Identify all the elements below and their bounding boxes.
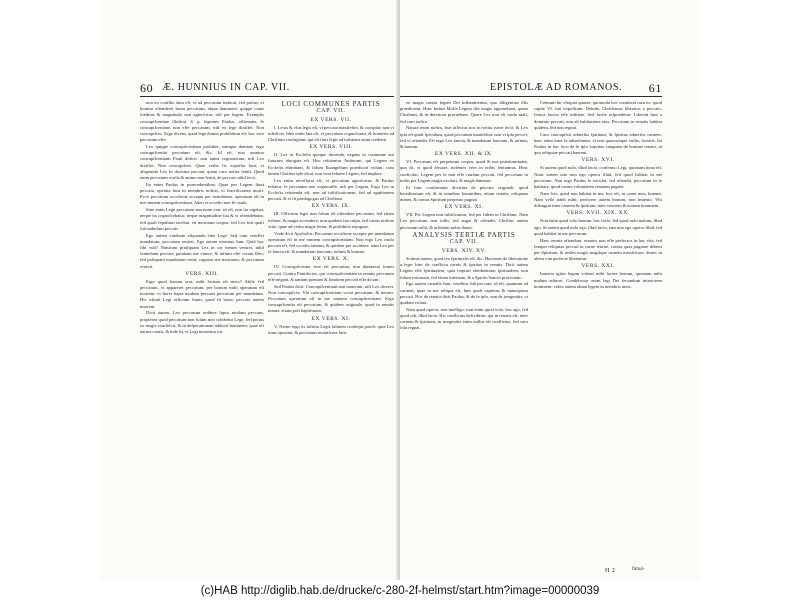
verse-heading: EX VERS. X. xyxy=(312,256,350,263)
verse-heading: EX VERS. XI. xyxy=(444,204,484,211)
paragraph: Non enim quod volo bonum, hoc facio, fed quod nolo malum, illud ago. Si autem quod nolo ego, illud facio, iam non ego operor illud, fed quod habitat in me peccatum. xyxy=(534,218,662,236)
paragraph: IV. Concupifcentia vere eft peccatum, non dumtaxat fomes peccati. Contra Pontificios, qui concupifcentiam in renatis peccatum effe negant, & tantum poenam & fomitem peccati effe dicunt. xyxy=(268,264,394,282)
copyright-caption: (c)HAB http://diglib.hab.de/drucke/c-280-2f-helmst/start.htm?image=00000039 xyxy=(0,580,800,602)
paragraph: eo magis contra legem Dei inflammentur, quo diligentius illis praedicetur. Hinc Iudaei Mofis Legem fibi magis opponebant, quam Chriftum, & in deteriora proruebant. Quare Lex non eft caufa mali, fed caro noftra. xyxy=(400,100,528,124)
paragraph: Inuenio igitur legem volenti mihi facere bonum, quoniam mihi malum adiacet. Condelector enim legi Dei fecundum interiorem hominem: video autem aliam legem in membris meis. xyxy=(534,271,662,289)
verse-heading: VERS. XVI. xyxy=(581,157,615,164)
verse-heading: VERS. XIII. xyxy=(185,270,219,277)
paragraph: V. Nemo ergo ex iuftitia Legis falutem confequi poteft, quia Lex iram operatur, & peccatum reuiuifcere facit. xyxy=(268,323,394,335)
paragraph: VII. Per Legem non iuftificamur, fed per fidem in Chriftum. Nam Lex peccatum non tollit, fed auget & oftendit; Chriftus autem peccatum tollit, & iuftitiam nobis donat. xyxy=(400,212,528,230)
section-subheading: CAP. VII. xyxy=(316,108,346,114)
right-page xyxy=(400,0,700,580)
paragraph: II. Lex in Ecclefia quoque docenda, negans in commune aut futurum abrogata eft. Hoc refutantur Antinomi, qui Legem ex Ecclefia eliminant, & folum Euangelium praedicari volunt: cum tamen Chriftus ipfe dicat, non veni foluere Legem, fed implere. xyxy=(268,152,394,176)
paragraph: Vnde dicit Apoftolus: Peccatum occafione accepta per mandatum operatum eft in me omnem concupifcentiam. Non ergo Lex caufa peccati eft, fed occafio tantum, & quidem per accidens: nam Lex per fe fancta eft, & mandatum fanctum, iuftum & bonum. xyxy=(268,230,394,255)
paragraph: Cennum hic eloquia quaere, quomodo hoc contineat cum eo, quod capite VI. fuit expofitum: Deinde, Chriftianos liberatos a peccato, feruos factos effe iuftitiae. Sed facile refpondetur: Liberati funt a dominio peccati, non ab habitatione eius. Peccatum in renatis habitat quidem, fed non regnat. xyxy=(534,100,662,130)
paragraph: Lex enim neceffaria eft, vt peccatum agnofcatur; & Paulus teftatur, fe peccatum non cognouiffe, nifi per Legem. Ergo Lex in Ecclefia retinenda eft, non ad iuftificationem, fed ad agnitionem peccati, & vt fit paedagogus ad Chriftum. xyxy=(268,177,394,202)
paragraph: Caro concupifcit aduerfus fpiritum, & fpiritus aduerfus carnem: haec enim inter fe aduerfantur, vt non quaecunque vultis, faciatis. Ita Paulus in hoc loco de fe ipfo loquitur, tanquam de homine renato, in quo reliquiae peccati haerent. xyxy=(534,131,662,156)
analysis-heading: ANALYSIS TERTIÆ PARTIS xyxy=(412,231,516,240)
right-column-1 xyxy=(400,100,528,565)
left-column-2 xyxy=(268,100,394,565)
left-head-rule xyxy=(140,96,394,97)
signature-mark: H 2 xyxy=(605,568,616,574)
paragraph: III. Officium legis non folum eft oftendere peccatum, fed etiam irritare, & magis accendere; non quidem fua culpa, fed carnis noftrae vitio, quae ad vetita magis fertur, & prohibitis repugnat. xyxy=(268,211,394,229)
left-head-title: Æ. HUNNIUS IN CAP. VII. xyxy=(162,82,290,93)
left-page xyxy=(100,0,398,580)
paragraph: Haec omnia oftendunt, renatos non effe perfectos in hac vita, fed femper reliquias peccati in carne fentire, contra quas pugnare debent per Spiritum, & indies magis magifque carnem mortificare, donec in altera vita perfecte liberentur. xyxy=(534,237,662,262)
right-head-title: EPISTOLÆ AD ROMANOS. xyxy=(490,82,623,93)
paragraph: non eo confilio data eft, vt ad peccatum inducat, fed potius, vt homini oftenderet fuum peccatum, idque damnaret: quippe cuius foeditas & magnitudo non agnofcitur, nifi per legem. Exemplis concupifcentiae illuftrat. S. p. legentes Paulus, affirmans, fe concupifcentiam non effe peccatum, nifi ex lege dixiffet: Non concupifces. Ergo dicens, quod lege diuina prohibitum eft, hoc vere peccatum effe. xyxy=(140,100,264,143)
verse-heading: EX VERS. XII. & IX. xyxy=(434,151,494,158)
right-head-rule xyxy=(400,96,662,97)
verse-heading: EX VERS. VII. xyxy=(310,116,352,123)
right-running-head xyxy=(400,80,662,96)
catchword: fimul- xyxy=(632,567,645,572)
right-column-2 xyxy=(534,100,662,565)
paragraph: Nam fcio, quod non habitat in me, hoc eft, in carne mea, bonum. Nam velle adeft mihi; perficere autem bonum, non inuenio. Vbi diftinguit inter carnem & fpiritum, inter veterem & nouum hominem. xyxy=(534,190,662,209)
right-folio: 61 xyxy=(648,81,662,95)
paragraph: Ergo quod bonum erat, mihi factum eft mors? Abfit: fed peccatum, vt appareret peccatum, per bonum mihi operatum eft mortem: vt fieret fupra modum peccans peccatum per mandatum. Hic tribuit Legi officium fuum, quod fit bona; peccato autem mortem. xyxy=(140,278,264,309)
analysis-subheading: CAP. VII. xyxy=(449,239,479,246)
paragraph: Ita enim Paulus in praecedentibus: Quae per Legem fiunt peccata, operata funt in membris noftris, vt fructificarent morti. Ecce peccatum occafione accepta per mandatum, operatum eft in me omnem concupifcentiam. Adeo vt occafio non fit caufa. xyxy=(140,181,264,206)
verse-heading: EX VERS. XI. xyxy=(311,315,351,322)
paragraph: Lex quippe concupifcentiam prohibet, eamque damnat; ergo concupifcentia peccatum eft, &c. Id eft, non omnino concupifcentiam Pauli didicit: non antea cognoueram, nifi Lex dixiffet, Non concupifces. Quae verba fic expofita funt, vt aliquando Lex fit doctrina peccati, quam caro noftra fentit. Quod enim peccatum oculis & animo non fentit, de peccato nihil fecit. xyxy=(140,144,264,181)
left-running-head xyxy=(140,80,394,96)
paragraph: Ego autem carnalis fum, venditus fub peccato: id eft, quantum ad carnem, quae in me reliqua eft, fum quafi captiuus & mancipium peccati. Hoc de renatis dicit Paulus, & de fe ipfo, non de irregenitis, vt quidam volunt. xyxy=(400,281,528,305)
paragraph: Dicit autem, Lex peccatum reddere fupra modum peccans, propterea quod peccatum non folum non cohibetur Lege, fed potius eo magis exarfefcit, & in defperationem adducit hominem: quae eft natura carnis, & inde fit, vt Legi moueatur ira. xyxy=(140,310,264,335)
paragraph: Et hinc confirmatur doctrina de peccato originali, quod hereditarium eft, & in omnibus hominibus, etiam renatis, reliquum manet, & contra Spiritum perpetuo pugnat. xyxy=(400,184,528,203)
paragraph: Si autem quod nolo, illud facio, confentio Legi, quoniam bona eft. Nunc autem iam non ego operor illud, fed quod habitat in me peccatum. Non ergo Paulus fe excufat, fed oftendit, peccatum in fe habitare, quod contra voluntatem renatam pugnet. xyxy=(534,165,662,190)
paragraph: Sed Paulus dicit: Concupifcentiam non noueram, nifi Lex diceret, Non concupifces. Vbi concupifcentiam vocat peccatum; & iterum: Peccatum operatum eft in me omnem concupifcentiam. Ergo concupifcentia eft peccatum, & quidem originale, quod in renatis manet, etiam poft baptifmum. xyxy=(268,283,394,314)
paragraph: Ego autem viuebam aliquando fine Lege. Sed cum veniffet mandatum, peccatum reuixit. Ego autem mortuus fum. Quid hoc fibi vult? Nimirum priufquam Lex in cor meum veniret, nihil fentiebam peccati; putabam me viuere, & iuftum effe coram Deo; fed poftquam mandatum venit, cognoui me mortuum, & peccatum reuixit. xyxy=(140,232,264,269)
section-heading: LOCI COMMUNES PARTIS xyxy=(281,100,381,108)
paragraph: Nam quod operor, non intelligo: non enim quod volo, hoc ago, fed quod odi, illud facio. Hic conflictus defcribitur, qui in renatis eft, inter carnem & fpiritum; in irregenitis enim nullus eft conflictus, fed caro fola regnat. xyxy=(400,306,528,331)
left-folio: 60 xyxy=(140,81,154,95)
paragraph: VI. Peccatum eft perpetuum corpus, quod & nos praedominatur, quo fit, vt quod feruare, nolentes vero in nobis fentiamus. Hinc conficitur, Legem per fe non effe caufam peccati, fed peccatum in nobis per Legem magis excitari, & magis damnari. xyxy=(400,159,528,183)
verse-heading: VERS. XVII. XIX. XX. xyxy=(566,210,630,217)
verse-heading: VERS. XIV. XV. xyxy=(441,247,487,254)
left-column-1 xyxy=(140,100,264,565)
paragraph: Sine enim Lege peccatum mortuum erat: id eft, non ita vigebat, neque ita cognofcebatur, neque magnitudine fua & vi oftendebatur, fed quafi fepultum iacebat, vti mortuum corpus: fed Lex fuit quafi fufcitabulum peccati. xyxy=(140,207,264,231)
paragraph: Scimus autem, quod lex fpiritualis eft, &c. Hactenus de liberatione a lege: hinc de conflictu carnis & fpiritus in renatis. Dicit autem Legem effe fpiritualem, quia requirit obedientiam fpiritualem, non folum externam, fed etiam internam, & a Spiritu Sancto profectam. xyxy=(400,255,528,280)
verse-heading: VERS. XXI. xyxy=(581,263,615,270)
verse-heading: EX VERS. VIII. xyxy=(309,144,353,151)
paragraph: Natura enim noftra, fiue affectus nos in vetita ruere fecit: & Lex ipfa eft quafi fpeculum, quod peccatum manifeftat: non vt ipfa peccet, fed vt oftendat. Eft ergo Lex fancta, & mandatum fanctum, & iuftum, & bonum. xyxy=(400,125,528,150)
paragraph: I. Lexis & vfus legis eft, vt peccata manifeftet, & corripiat: non vt iuftificet. Ideo enim lata eft, vt peccatum cognofcatur, & homines ad Chriftum confugiant, qui eft finis legis ad iuftitiam omni credenti. xyxy=(268,124,394,142)
verse-heading: EX VERS. IX. xyxy=(311,203,351,210)
